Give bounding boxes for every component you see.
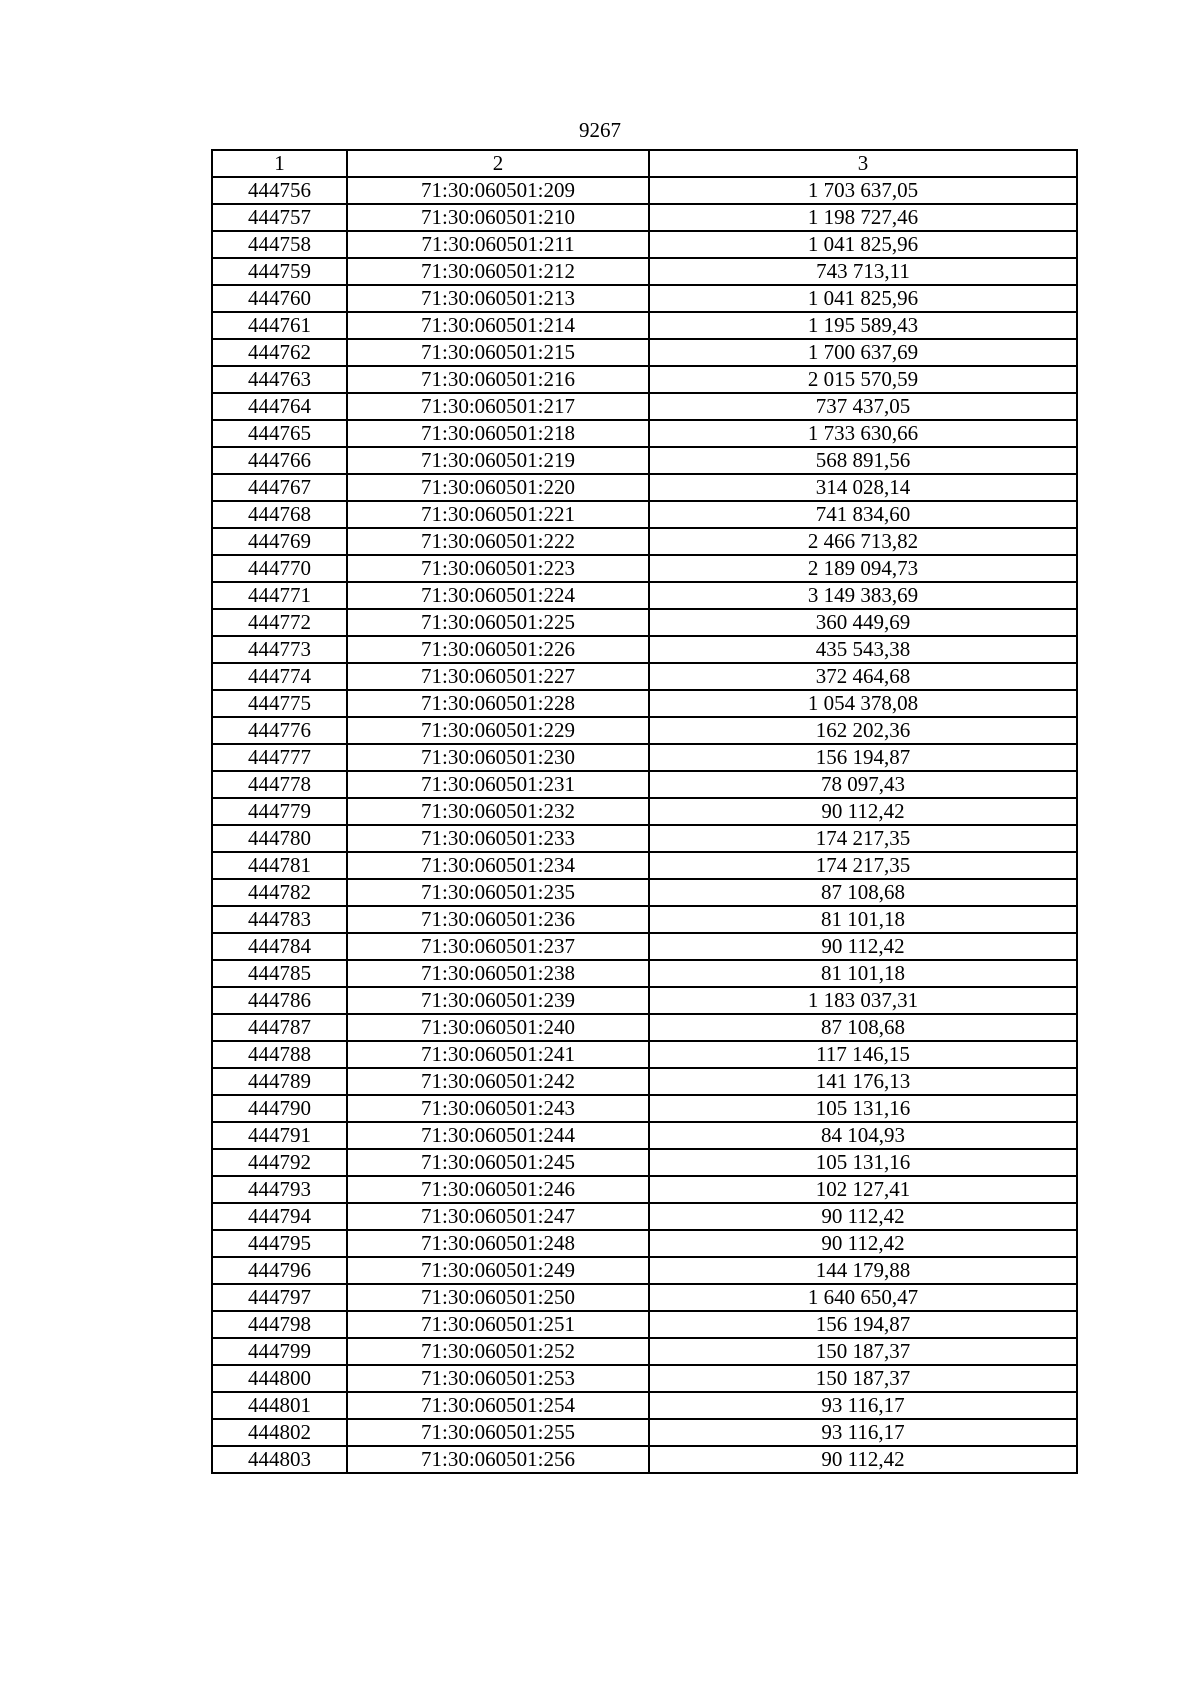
table-row — [212, 285, 1077, 312]
value-cell: 174 217,35 — [649, 825, 1077, 852]
cadastral-number-cell: 71:30:060501:252 — [347, 1338, 649, 1365]
cadastral-number-cell: 71:30:060501:217 — [347, 393, 649, 420]
row-number-cell: 444788 — [212, 1041, 347, 1068]
table-row — [212, 231, 1077, 258]
row-number-cell: 444789 — [212, 1068, 347, 1095]
table-row — [212, 258, 1077, 285]
value-cell: 2 189 094,73 — [649, 555, 1077, 582]
value-cell: 1 195 589,43 — [649, 312, 1077, 339]
cadastral-number-cell: 71:30:060501:216 — [347, 366, 649, 393]
row-number-cell: 444778 — [212, 771, 347, 798]
row-number-cell: 444777 — [212, 744, 347, 771]
row-number-cell: 444767 — [212, 474, 347, 501]
cadastral-number-cell: 71:30:060501:236 — [347, 906, 649, 933]
row-number-cell: 444784 — [212, 933, 347, 960]
value-cell: 150 187,37 — [649, 1365, 1077, 1392]
value-cell: 1 703 637,05 — [649, 177, 1077, 204]
row-number-cell: 444792 — [212, 1149, 347, 1176]
value-cell: 90 112,42 — [649, 1446, 1077, 1473]
row-number-cell: 444787 — [212, 1014, 347, 1041]
cadastral-number-cell: 71:30:060501:254 — [347, 1392, 649, 1419]
cadastral-number-cell: 71:30:060501:256 — [347, 1446, 649, 1473]
row-number-cell: 444802 — [212, 1419, 347, 1446]
row-number-cell: 444790 — [212, 1095, 347, 1122]
column-header-1: 1 — [212, 150, 347, 177]
cadastral-number-cell: 71:30:060501:249 — [347, 1257, 649, 1284]
table-row — [212, 744, 1077, 771]
cadastral-number-cell: 71:30:060501:231 — [347, 771, 649, 798]
value-cell: 90 112,42 — [649, 1203, 1077, 1230]
header-row — [212, 150, 1077, 177]
cadastral-number-cell: 71:30:060501:253 — [347, 1365, 649, 1392]
cadastral-number-cell: 71:30:060501:246 — [347, 1176, 649, 1203]
value-cell: 435 543,38 — [649, 636, 1077, 663]
table-row — [212, 555, 1077, 582]
table-row — [212, 204, 1077, 231]
table-row — [212, 852, 1077, 879]
value-cell: 2 015 570,59 — [649, 366, 1077, 393]
table-row — [212, 609, 1077, 636]
value-cell: 743 713,11 — [649, 258, 1077, 285]
table-row — [212, 1068, 1077, 1095]
row-number-cell: 444759 — [212, 258, 347, 285]
cadastral-number-cell: 71:30:060501:224 — [347, 582, 649, 609]
table-row — [212, 1257, 1077, 1284]
cadastral-number-cell: 71:30:060501:235 — [347, 879, 649, 906]
row-number-cell: 444771 — [212, 582, 347, 609]
cadastral-number-cell: 71:30:060501:220 — [347, 474, 649, 501]
table-row — [212, 1284, 1077, 1311]
value-cell: 156 194,87 — [649, 744, 1077, 771]
value-cell: 84 104,93 — [649, 1122, 1077, 1149]
row-number-cell: 444756 — [212, 177, 347, 204]
value-cell: 1 183 037,31 — [649, 987, 1077, 1014]
cadastral-number-cell: 71:30:060501:212 — [347, 258, 649, 285]
table-row — [212, 1365, 1077, 1392]
value-cell: 144 179,88 — [649, 1257, 1077, 1284]
cadastral-number-cell: 71:30:060501:226 — [347, 636, 649, 663]
cadastral-number-cell: 71:30:060501:237 — [347, 933, 649, 960]
cadastral-number-cell: 71:30:060501:248 — [347, 1230, 649, 1257]
row-number-cell: 444794 — [212, 1203, 347, 1230]
table-row — [212, 474, 1077, 501]
value-cell: 1 041 825,96 — [649, 231, 1077, 258]
cadastral-number-cell: 71:30:060501:232 — [347, 798, 649, 825]
value-cell: 741 834,60 — [649, 501, 1077, 528]
table-row — [212, 1014, 1077, 1041]
row-number-cell: 444791 — [212, 1122, 347, 1149]
cadastral-number-cell: 71:30:060501:213 — [347, 285, 649, 312]
cadastral-number-cell: 71:30:060501:240 — [347, 1014, 649, 1041]
row-number-cell: 444800 — [212, 1365, 347, 1392]
table-row — [212, 960, 1077, 987]
row-number-cell: 444799 — [212, 1338, 347, 1365]
row-number-cell: 444766 — [212, 447, 347, 474]
table-row — [212, 987, 1077, 1014]
value-cell: 1 198 727,46 — [649, 204, 1077, 231]
table-row — [212, 1338, 1077, 1365]
value-cell: 1 041 825,96 — [649, 285, 1077, 312]
table-row — [212, 933, 1077, 960]
cadastral-number-cell: 71:30:060501:241 — [347, 1041, 649, 1068]
row-number-cell: 444793 — [212, 1176, 347, 1203]
cadastral-number-cell: 71:30:060501:210 — [347, 204, 649, 231]
value-cell: 1 733 630,66 — [649, 420, 1077, 447]
value-cell: 1 640 650,47 — [649, 1284, 1077, 1311]
value-cell: 117 146,15 — [649, 1041, 1077, 1068]
value-cell: 141 176,13 — [649, 1068, 1077, 1095]
row-number-cell: 444774 — [212, 663, 347, 690]
table-row — [212, 1203, 1077, 1230]
row-number-cell: 444803 — [212, 1446, 347, 1473]
value-cell: 90 112,42 — [649, 1230, 1077, 1257]
row-number-cell: 444775 — [212, 690, 347, 717]
table-row — [212, 879, 1077, 906]
row-number-cell: 444758 — [212, 231, 347, 258]
table-row — [212, 582, 1077, 609]
value-cell: 105 131,16 — [649, 1149, 1077, 1176]
cadastral-number-cell: 71:30:060501:218 — [347, 420, 649, 447]
row-number-cell: 444796 — [212, 1257, 347, 1284]
table-row — [212, 1392, 1077, 1419]
table-row — [212, 393, 1077, 420]
cadastral-number-cell: 71:30:060501:215 — [347, 339, 649, 366]
row-number-cell: 444757 — [212, 204, 347, 231]
row-number-cell: 444760 — [212, 285, 347, 312]
table-row — [212, 366, 1077, 393]
cadastral-number-cell: 71:30:060501:223 — [347, 555, 649, 582]
value-cell: 372 464,68 — [649, 663, 1077, 690]
row-number-cell: 444781 — [212, 852, 347, 879]
value-cell: 87 108,68 — [649, 879, 1077, 906]
value-cell: 93 116,17 — [649, 1392, 1077, 1419]
table-row — [212, 177, 1077, 204]
row-number-cell: 444764 — [212, 393, 347, 420]
value-cell: 78 097,43 — [649, 771, 1077, 798]
cadastral-number-cell: 71:30:060501:245 — [347, 1149, 649, 1176]
cadastral-number-cell: 71:30:060501:228 — [347, 690, 649, 717]
table-row — [212, 690, 1077, 717]
table-row — [212, 1041, 1077, 1068]
value-cell: 87 108,68 — [649, 1014, 1077, 1041]
table-row — [212, 771, 1077, 798]
table-row — [212, 501, 1077, 528]
row-number-cell: 444763 — [212, 366, 347, 393]
row-number-cell: 444795 — [212, 1230, 347, 1257]
row-number-cell: 444785 — [212, 960, 347, 987]
table-row — [212, 906, 1077, 933]
cadastral-number-cell: 71:30:060501:209 — [347, 177, 649, 204]
cadastral-number-cell: 71:30:060501:239 — [347, 987, 649, 1014]
column-header-3: 3 — [649, 150, 1077, 177]
row-number-cell: 444769 — [212, 528, 347, 555]
value-cell: 150 187,37 — [649, 1338, 1077, 1365]
cadastral-number-cell: 71:30:060501:233 — [347, 825, 649, 852]
row-number-cell: 444798 — [212, 1311, 347, 1338]
value-cell: 568 891,56 — [649, 447, 1077, 474]
value-cell: 1 700 637,69 — [649, 339, 1077, 366]
cadastral-number-cell: 71:30:060501:250 — [347, 1284, 649, 1311]
cadastral-number-cell: 71:30:060501:229 — [347, 717, 649, 744]
value-cell: 737 437,05 — [649, 393, 1077, 420]
value-cell: 162 202,36 — [649, 717, 1077, 744]
table-row — [212, 1122, 1077, 1149]
cadastral-number-cell: 71:30:060501:211 — [347, 231, 649, 258]
row-number-cell: 444797 — [212, 1284, 347, 1311]
page-number: 9267 — [579, 118, 621, 142]
cadastral-number-cell: 71:30:060501:251 — [347, 1311, 649, 1338]
cadastral-number-cell: 71:30:060501:214 — [347, 312, 649, 339]
value-cell: 105 131,16 — [649, 1095, 1077, 1122]
cadastral-number-cell: 71:30:060501:247 — [347, 1203, 649, 1230]
table-row — [212, 663, 1077, 690]
value-cell: 102 127,41 — [649, 1176, 1077, 1203]
row-number-cell: 444773 — [212, 636, 347, 663]
row-number-cell: 444776 — [212, 717, 347, 744]
table-row — [212, 798, 1077, 825]
cadastral-number-cell: 71:30:060501:230 — [347, 744, 649, 771]
row-number-cell: 444786 — [212, 987, 347, 1014]
table-row — [212, 312, 1077, 339]
row-number-cell: 444780 — [212, 825, 347, 852]
value-cell: 93 116,17 — [649, 1419, 1077, 1446]
row-number-cell: 444783 — [212, 906, 347, 933]
table-row — [212, 1230, 1077, 1257]
cadastral-number-cell: 71:30:060501:244 — [347, 1122, 649, 1149]
cadastral-number-cell: 71:30:060501:242 — [347, 1068, 649, 1095]
cadastral-number-cell: 71:30:060501:222 — [347, 528, 649, 555]
table-row — [212, 1149, 1077, 1176]
cadastral-number-cell: 71:30:060501:227 — [347, 663, 649, 690]
table-row — [212, 1311, 1077, 1338]
cadastral-number-cell: 71:30:060501:234 — [347, 852, 649, 879]
value-cell: 1 054 378,08 — [649, 690, 1077, 717]
value-cell: 90 112,42 — [649, 933, 1077, 960]
value-cell: 360 449,69 — [649, 609, 1077, 636]
value-cell: 314 028,14 — [649, 474, 1077, 501]
cadastral-number-cell: 71:30:060501:255 — [347, 1419, 649, 1446]
table-row — [212, 339, 1077, 366]
table-body — [212, 177, 1077, 1473]
row-number-cell: 444761 — [212, 312, 347, 339]
value-cell: 81 101,18 — [649, 906, 1077, 933]
value-cell: 3 149 383,69 — [649, 582, 1077, 609]
cadastral-number-cell: 71:30:060501:225 — [347, 609, 649, 636]
cadastral-number-cell: 71:30:060501:238 — [347, 960, 649, 987]
table-row — [212, 1095, 1077, 1122]
row-number-cell: 444772 — [212, 609, 347, 636]
row-number-cell: 444762 — [212, 339, 347, 366]
table-row — [212, 717, 1077, 744]
value-cell: 174 217,35 — [649, 852, 1077, 879]
value-cell: 156 194,87 — [649, 1311, 1077, 1338]
table-row — [212, 1176, 1077, 1203]
table-row — [212, 447, 1077, 474]
row-number-cell: 444768 — [212, 501, 347, 528]
registry-table — [211, 149, 1078, 1474]
table-row — [212, 636, 1077, 663]
column-header-2: 2 — [347, 150, 649, 177]
table-row — [212, 420, 1077, 447]
table-row — [212, 1419, 1077, 1446]
row-number-cell: 444782 — [212, 879, 347, 906]
cadastral-number-cell: 71:30:060501:221 — [347, 501, 649, 528]
value-cell: 90 112,42 — [649, 798, 1077, 825]
cadastral-number-cell: 71:30:060501:219 — [347, 447, 649, 474]
value-cell: 81 101,18 — [649, 960, 1077, 987]
row-number-cell: 444765 — [212, 420, 347, 447]
row-number-cell: 444770 — [212, 555, 347, 582]
row-number-cell: 444801 — [212, 1392, 347, 1419]
row-number-cell: 444779 — [212, 798, 347, 825]
table-row — [212, 1446, 1077, 1473]
table-row — [212, 528, 1077, 555]
value-cell: 2 466 713,82 — [649, 528, 1077, 555]
table-row — [212, 825, 1077, 852]
cadastral-number-cell: 71:30:060501:243 — [347, 1095, 649, 1122]
table-header — [212, 150, 1077, 177]
